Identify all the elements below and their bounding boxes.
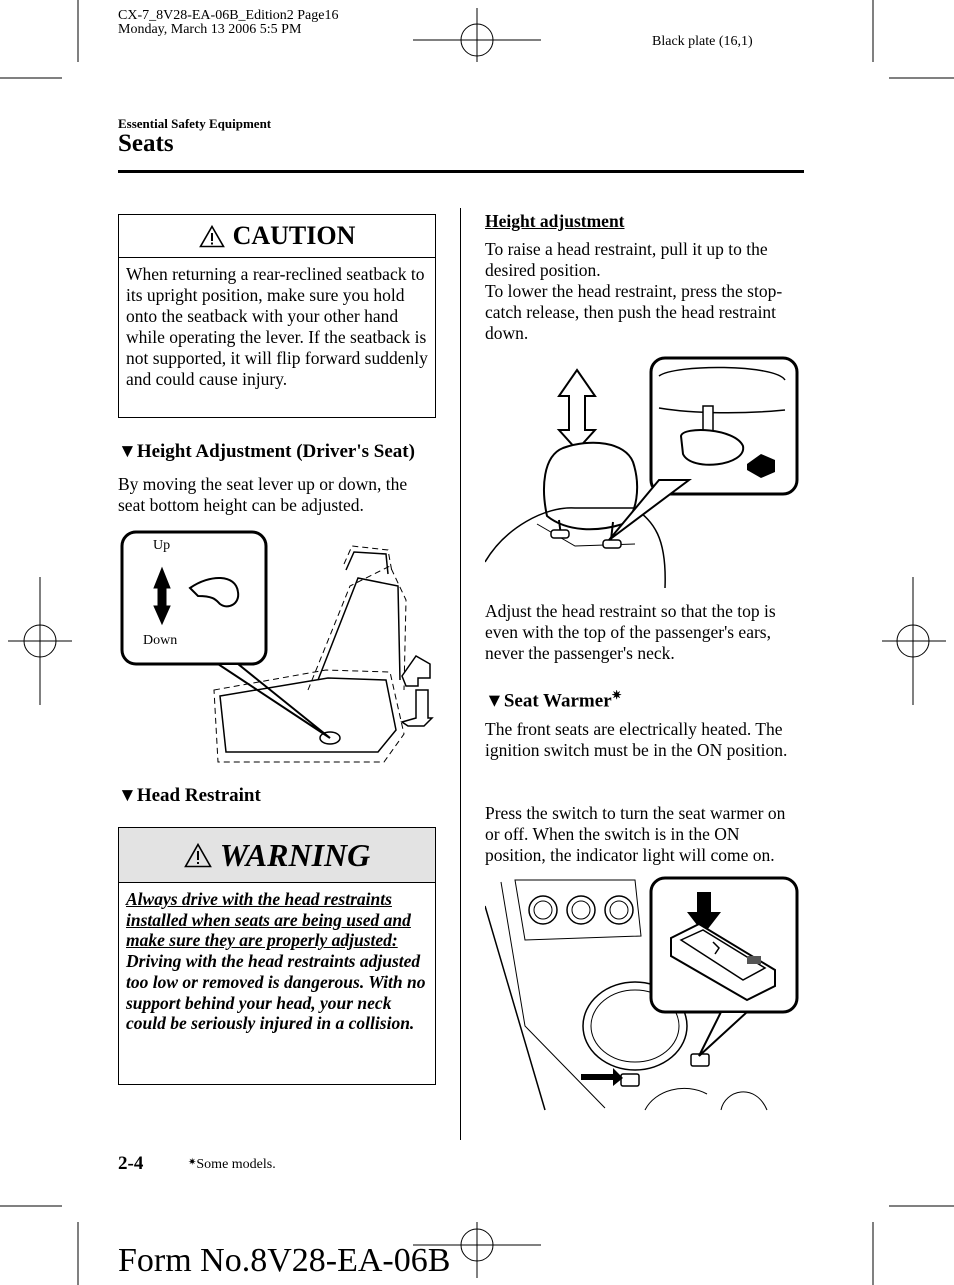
- caution-title: CAUTION: [232, 221, 356, 250]
- raise-text: To raise a head restraint, pull it up to the desired position.: [485, 239, 768, 280]
- lower-text: To lower the head restraint, press the stop-catch release, then push the head restraint down.: [485, 281, 783, 343]
- form-number: Form No.8V28-EA-06B: [118, 1242, 451, 1279]
- seat-warmer-text-2: Press the switch to turn the seat warmer on or off. When the switch is in the ON position, the indicator light will come on.: [485, 803, 786, 865]
- title-rule: [118, 170, 804, 173]
- caution-header: [119, 215, 435, 258]
- page-title: Seats: [118, 130, 174, 157]
- warning-text: Driving with the head restraints adjusted too low or removed is dangerous. With no support behind your head, your neck could be seriously injured in a collision.: [126, 951, 426, 1034]
- print-date-line: Monday, March 13 2006 5:5 PM: [118, 22, 302, 37]
- triangle-marker-icon: ▼: [118, 441, 137, 462]
- subheading-height-adjustment: Height adjustment: [485, 211, 625, 231]
- warning-title: WARNING: [219, 836, 371, 873]
- asterisk-icon: ✷: [188, 1157, 197, 1168]
- warning-triangle-icon: [199, 225, 225, 248]
- triangle-marker-icon: ▼: [118, 785, 137, 806]
- label-up: Up: [153, 538, 171, 553]
- warning-underlined-text: Always drive with the head restraints installed when seats are being used and make sure they are properly adjusted:: [126, 889, 411, 951]
- warning-triangle-icon: [184, 843, 212, 868]
- column-divider: [460, 208, 461, 1140]
- caution-text: When returning a rear-reclined seatback to its upright position, make sure you hold onto the seatback with your other hand while operating the lever. If the seatback is not supported, it will flip forward suddenly and could cause injury.: [126, 264, 428, 389]
- heading-height-adjustment-driver: ▼Height Adjustment (Driver's Seat): [118, 441, 415, 462]
- asterisk-icon: ✷: [611, 688, 622, 702]
- heading-head-restraint: ▼Head Restraint: [118, 785, 261, 806]
- section-label: Essential Safety Equipment: [118, 116, 272, 131]
- warning-body: [119, 883, 435, 1034]
- caution-box: [118, 214, 436, 418]
- print-file-line: CX-7_8V28-EA-06B_Edition2 Page16: [118, 8, 339, 23]
- head-restraint-illustration: [485, 356, 803, 590]
- seat-warmer-illustration: [485, 876, 803, 1112]
- warning-header: [119, 828, 435, 883]
- triangle-marker-icon: ▼: [485, 690, 504, 712]
- warning-box: [118, 827, 436, 1085]
- heading-seat-warmer: ▼Seat Warmer✷: [485, 688, 622, 712]
- label-down: Down: [143, 633, 178, 648]
- seat-warmer-text-1: The front seats are electrically heated. The ignition switch must be in the ON position.: [485, 719, 788, 760]
- seat-lever-illustration: [118, 530, 436, 770]
- adjust-text: Adjust the head restraint so that the top is even with the top of the passenger's ears, never the passenger's neck.: [485, 601, 776, 663]
- page-number: 2-4: [118, 1153, 144, 1174]
- print-plate: Black plate (16,1): [652, 34, 753, 49]
- height-adjustment-driver-text: By moving the seat lever up or down, the seat bottom height can be adjusted.: [118, 474, 408, 515]
- footnote: ✷Some models.: [188, 1157, 276, 1172]
